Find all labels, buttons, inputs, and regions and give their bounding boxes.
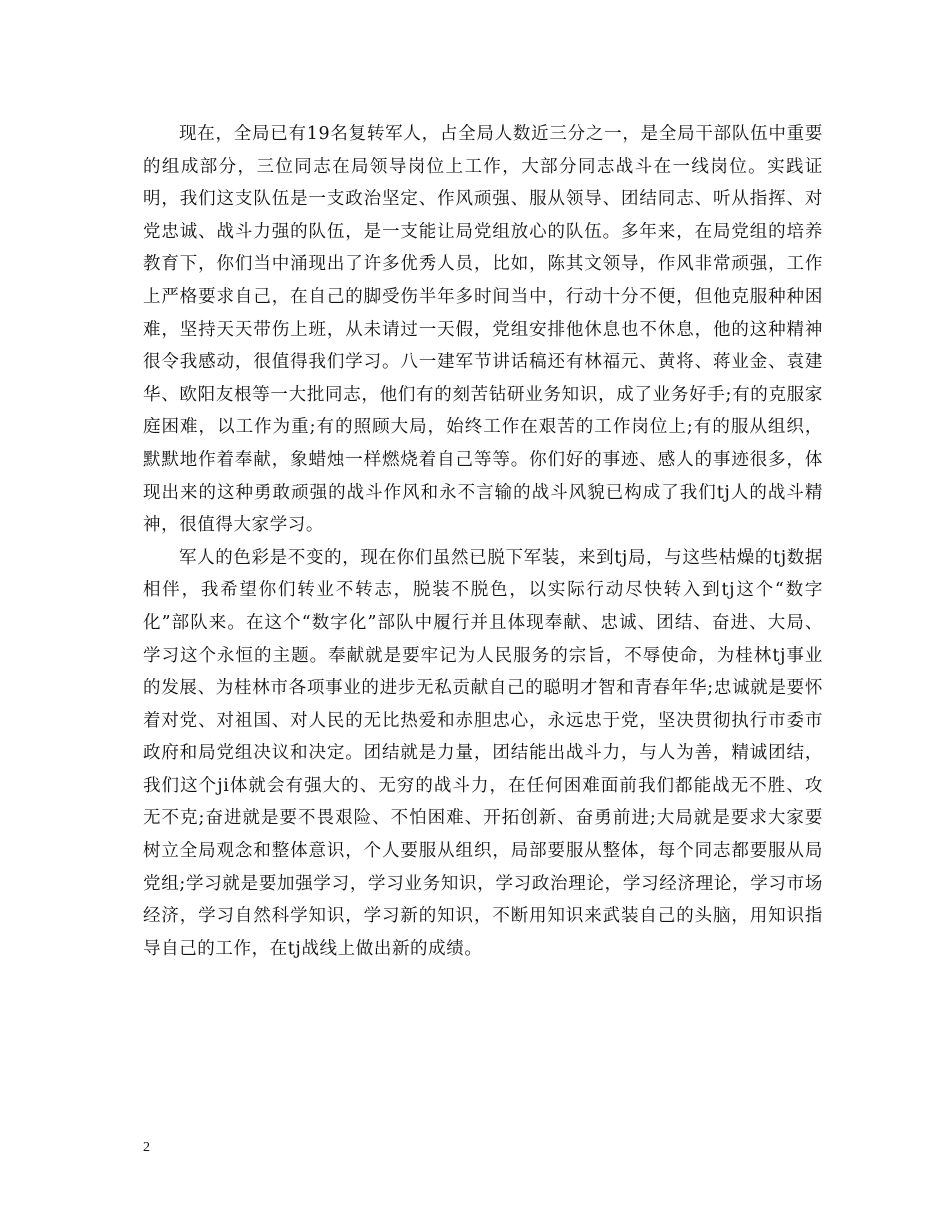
paragraph-1: 现在，全局已有19名复转军人，占全局人数近三分之一，是全局干部队伍中重要的组成部分，三位同志在局领导岗位上工作，大部分同志战斗在一线岗位。实践证明，我们这支队伍是一支政治坚定、作风顽强、服从领导、团结同志、听从指挥、对党忠诚、战斗力强的队伍，是一支能让局党组放心的队伍。多年来，在局党组的培养教育下，你们当中涌现出了许多优秀人员，比如，陈其文领导，作风非常顽强，工作上严格要求自己，在自己的脚受伤半年多时间当中，行动十分不便，但他克服种种困难，坚持天天带伤上班，从未请过一天假，党组安排他休息也不休息，他的这种精神很令我感动，很值得我们学习。八一建军节讲话稿还有林福元、黄将、蒋业金、袁建华、欧阳友根等一大批同志，他们有的刻苦钻研业务知识，成了业务好手;有的克服家庭困难，以工作为重;有的照顾大局，始终工作在艰苦的工作岗位上;有的服从组织，默默地作着奉献，象蜡烛一样燃烧着自己等等。你们好的事迹、感人的事迹很多，体现出来的这种勇敢顽强的战斗作风和永不言输的战斗风貌已构成了我们tj人的战斗精神，很值得大家学习。 [143,124,823,536]
paragraph-2: 军人的色彩是不变的，现在你们虽然已脱下军装，来到tj局，与这些枯燥的tj数据相伴，我希望你们转业不转志，脱装不脱色，以实际行动尽快转入到tj这个“数字化”部队来。在这个“数字化”部队中履行并且体现奉献、忠诚、团结、奋进、大局、学习这个永恒的主题。奉献就是要牢记为人民服务的宗旨，不辱使命，为桂林tj事业的发展、为桂林市各项事业的进步无私贡献自己的聪明才智和青春年华;忠诚就是要怀着对党、对祖国、对人民的无比热爱和赤胆忠心，永远忠于党，坚决贯彻执行市委市政府和局党组决议和决定。团结就是力量，团结能出战斗力，与人为善，精诚团结，我们这个ji体就会有强大的、无穷的战斗力，在任何困难面前我们都能战无不胜、攻无不克;奋进就是要不畏艰险、不怕困难、开拓创新、奋勇前进;大局就是要求大家要树立全局观念和整体意识，个人要服从组织，局部要服从整体，每个同志都要服从局党组;学习就是要加强学习，学习业务知识，学习政治理论，学习经济理论，学习市场经济，学习自然科学知识，学习新的知识，不断用知识来武装自己的头脑，用知识指导自己的工作，在tj战线上做出新的成绩。 [143,547,823,959]
document-body [143,118,823,965]
page-number: 2 [143,1140,150,1155]
